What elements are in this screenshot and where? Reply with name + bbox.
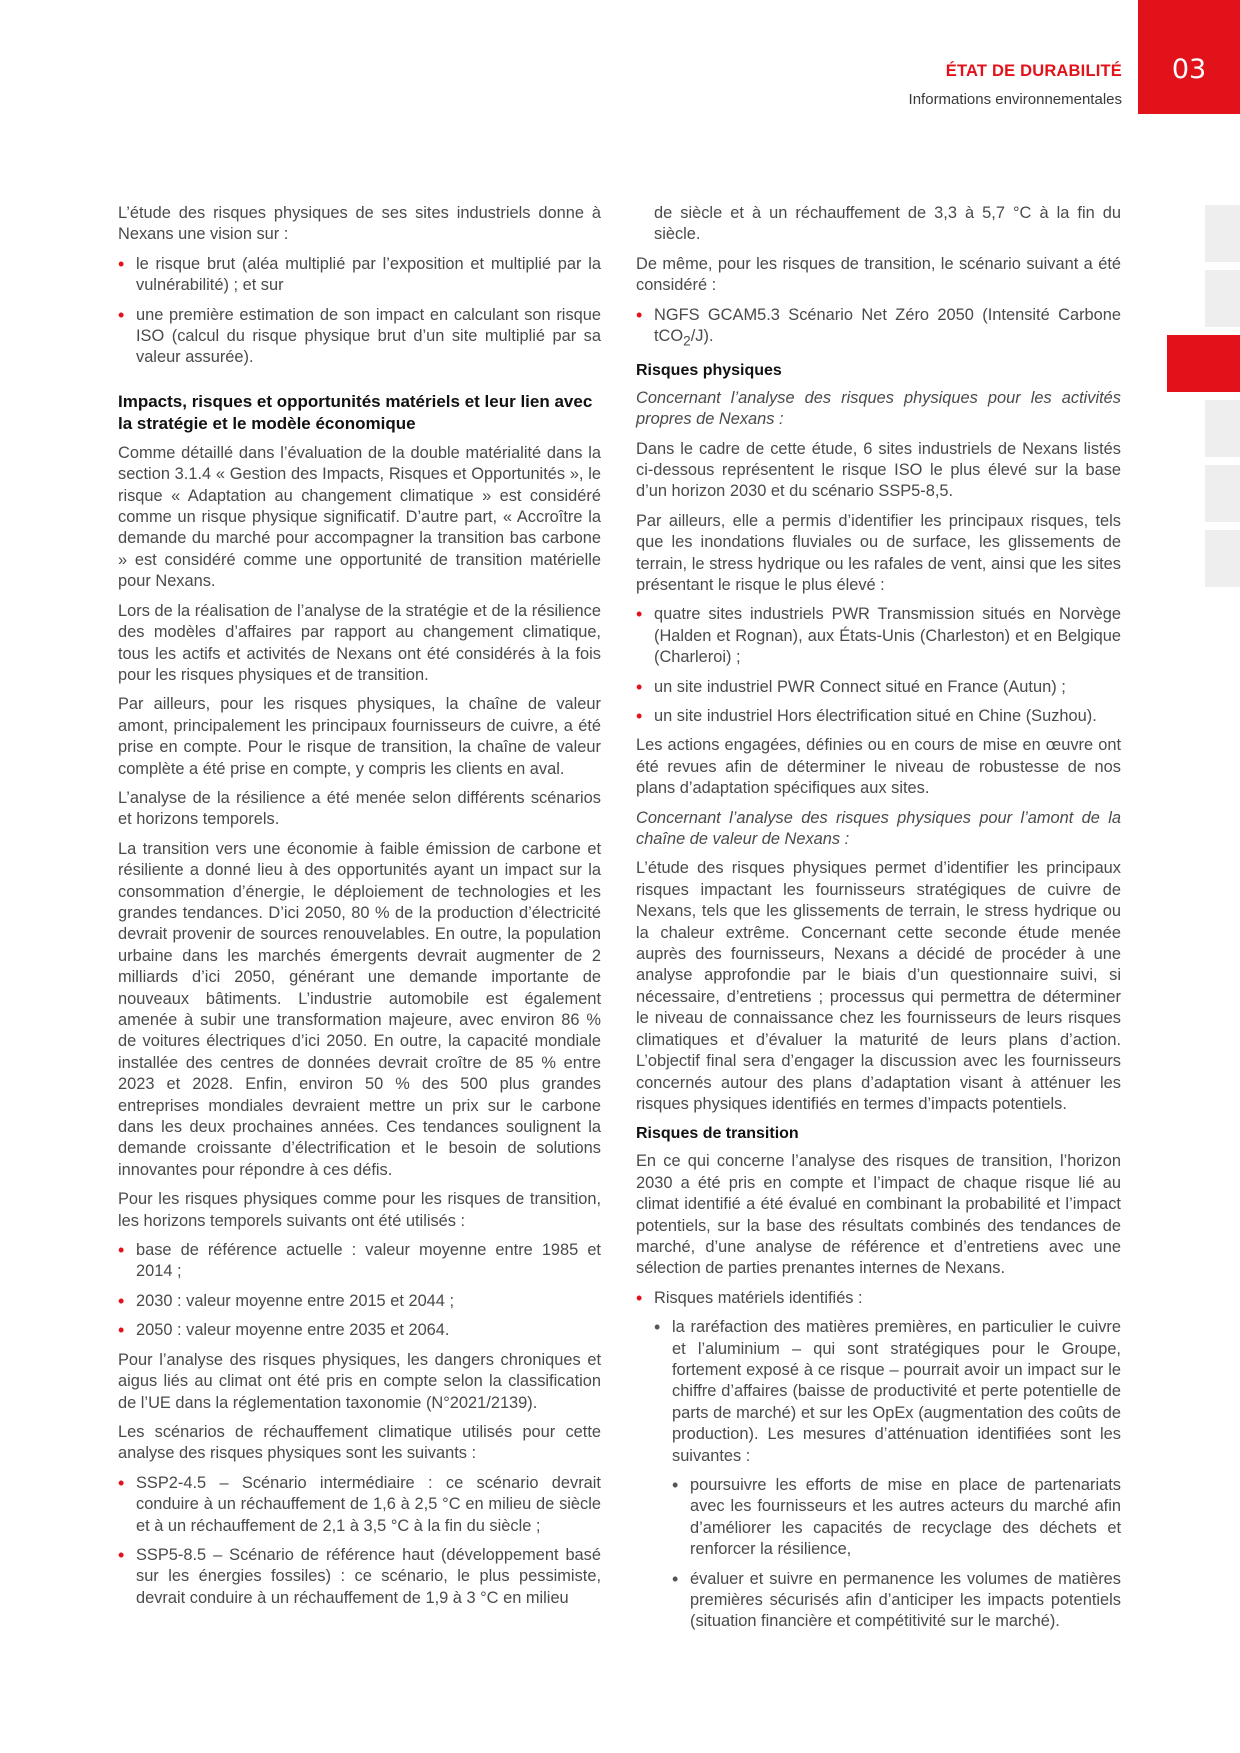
ngfs-text: NGFS GCAM5.3 Scénario Net Zéro 2050 (Intensité Carbone tCO: [654, 305, 1121, 346]
subheading-physical-risks: Risques physiques: [636, 361, 782, 379]
list-item: • un site industriel PWR Connect situé en France (Autun) ;: [636, 677, 1121, 698]
list-item: • un site industriel Hors électrification situé en Chine (Suzhou).: [636, 706, 1121, 727]
chapter-number: 03: [1171, 53, 1207, 85]
paragraph: Pour les risques physiques comme pour les risques de transition, les horizons temporels suivants ont été utilisés :: [118, 1190, 601, 1230]
paragraph: Dans le cadre de cette étude, 6 sites industriels de Nexans listés ci-dessous représentent le risque ISO le plus élevé sur la base d’un horizon 2030 et du scénario SSP5-8,5.: [636, 439, 1121, 501]
list-item: • SSP5-8.5 – Scénario de référence haut (développement basé sur les énergies fossiles) : ce scénario, le plus pessimiste, devrait conduire à un réchauffement de 1,9 à 3 °C en milieu: [118, 1545, 601, 1609]
list-item: • quatre sites industriels PWR Transmission situés en Norvège (Halden et Rognan), aux États-Unis (Charleston) et en Belgique (Charleroi) ;: [636, 604, 1121, 668]
right-column: [636, 203, 1121, 1641]
section-title: ÉTAT DE DURABILITÉ: [945, 62, 1122, 80]
chapter-number-tab: [1138, 0, 1240, 114]
side-tab[interactable]: [1205, 205, 1240, 262]
list-item: • 2050 : valeur moyenne entre 2035 et 2064.: [118, 1320, 601, 1341]
measures-list: [672, 1475, 1121, 1633]
paragraph: La transition vers une économie à faible émission de carbone et résiliente a donné lieu à des opportunités ayant un impact sur la consommation d’énergie, le déploiement de technologies et les grandes tendances. D’ici 2050, 80 % de la production d’électricité devrait provenir de sources renouvelables. En outre, la population urbaine dans les marchés émergents devrait augmenter de 2 milliards d’ici 2050, générant une demande importante de nouveaux bâtiments. L’industrie automobile est également amenée à subir une transformation majeure, avec environ 86 % de voitures électriques d’ici 2050. En outre, la capacité mondiale installée des centres de données devrait croître de 85 % entre 2023 et 2028. Enfin, environ 50 % des 500 plus grandes entreprises mondiales devraient mettre un prix sur le carbone dans les deux prochaines années. Ces tendances soulignent la demande croissante d’électrification et le besoin de solutions innovantes pour répondre à ces défis.: [118, 839, 601, 1179]
side-tab[interactable]: [1205, 465, 1240, 522]
scenarios-list: [118, 1473, 601, 1609]
sites-list: [636, 604, 1121, 727]
list-item: [654, 1317, 1121, 1633]
intro-paragraph: L’étude des risques physiques de ses sites industriels donne à Nexans une vision sur :: [118, 204, 601, 244]
list-item: [636, 1288, 1121, 1633]
side-tab-active[interactable]: [1167, 335, 1240, 392]
list-item: • le risque brut (aléa multiplié par l’exposition et multiplié par la vulnérabilité) ; et sur: [118, 254, 601, 297]
paragraph: Par ailleurs, elle a permis d’identifier les principaux risques, tels que les inondations fluviales ou de surface, les glissements de terrain, le stress hydrique ou les rafales de vent, ainsi que les sites présentant le risque le plus élevé :: [636, 511, 1121, 594]
paragraph: Par ailleurs, pour les risques physiques, la chaîne de valeur amont, principalement les principaux fournisseurs de cuivre, a été prise en compte. Pour le risque de transition, la chaîne de valeur complète a été prise en compte, y compris les clients en aval.: [118, 695, 601, 778]
risk-item-text: la raréfaction des matières premières, en particulier le cuivre et l’aluminium – qui sont stratégiques pour le Groupe, fortement exposé à ce risque – pourrait avoir un impact sur le chiffre d’affaires (baisse de productivité et perte potentielle de parts de marché) et sur les OpEx (augmentation des coûts de production). Les mesures d’atténuation identifiées sont les suivantes :: [672, 1318, 1121, 1465]
left-column: [118, 203, 601, 1617]
italic-intro: Concernant l’analyse des risques physiques pour l’amont de la chaîne de valeur de Nexans :: [636, 808, 1121, 849]
paragraph: Comme détaillé dans l’évaluation de la double matérialité dans la section 3.1.4 « Gestion des Impacts, Risques et Opportunités », le risque « Adaptation au changement climatique » est considéré comme un risque physique significatif. D’autre part, « Accroître la demande du marché pour accompagner la transition bas carbone » est considéré comme une opportunité de transition matérielle pour Nexans.: [118, 443, 601, 591]
time-horizons-list: [118, 1240, 601, 1342]
ngfs-text-end: /J).: [690, 327, 714, 346]
side-navigation-tabs: [1205, 205, 1240, 595]
intro-list: [118, 254, 601, 369]
paragraph: Pour l’analyse des risques physiques, les dangers chroniques et aigus liés au climat ont été pris en compte selon la classification de l’UE dans la réglementation taxonomie (N°2021/2139).: [118, 1350, 601, 1412]
side-tab[interactable]: [1205, 270, 1240, 327]
list-item: • base de référence actuelle : valeur moyenne entre 1985 et 2014 ;: [118, 1240, 601, 1283]
list-item: [636, 305, 1121, 352]
paragraph: de siècle et à un réchauffement de 3,3 à 5,7 °C à la fin du siècle.: [654, 204, 1121, 244]
paragraph: Les actions engagées, définies ou en cours de mise en œuvre ont été revues afin de déterminer le niveau de robustesse de nos plans d’adaptation spécifiques aux sites.: [636, 736, 1121, 798]
list-item: • poursuivre les efforts de mise en place de partenariats avec les fournisseurs et les autres acteurs du marché afin d’améliorer les capacités de recyclage des déchets et renforcer la résilience,: [672, 1475, 1121, 1561]
transition-scenario-list: [636, 305, 1121, 352]
ngfs-subscript: 2: [683, 333, 691, 349]
paragraph: L’étude des risques physiques permet d’identifier les principaux risques impactant les fournisseurs stratégiques de cuivre de Nexans, tels que les glissements de terrain, le stress hydrique ou la chaleur extrême. Concernant cette seconde étude menée auprès des fournisseurs, Nexans a décidé de procéder à une analyse approfondie par le biais d’un questionnaire suivi, si nécessaire, d’entretiens ; processus qui permettra de déterminer le niveau de connaissance chez les fournisseurs de leurs risques climatiques et d’évaluer la maturité de leurs plans d’action. L’objectif final sera d’engager la discussion avec les fournisseurs concernés autour des plans d’adaptation visant à atténuer les risques physiques identifiés en termes d’impacts potentiels.: [636, 859, 1121, 1113]
subheading-transition-risks: Risques de transition: [636, 1125, 799, 1143]
paragraph: Lors de la réalisation de l’analyse de la stratégie et de la résilience des modèles d’affaires par rapport au changement climatique, tous les actifs et activités de Nexans ont été considérés à la fois pour les risques physiques et de transition.: [118, 601, 601, 684]
side-tab[interactable]: [1205, 400, 1240, 457]
list-item: • une première estimation de son impact en calculant son risque ISO (calcul du risque physique brut d’un site multiplié par sa valeur assurée).: [118, 305, 601, 369]
list-item: • 2030 : valeur moyenne entre 2015 et 2044 ;: [118, 1291, 601, 1312]
section-heading: Impacts, risques et opportunités matériels et leur lien avec la stratégie et le modèle économique: [118, 391, 593, 433]
italic-intro: Concernant l’analyse des risques physiques pour les activités propres de Nexans :: [636, 388, 1121, 429]
paragraph: L’analyse de la résilience a été menée selon différents scénarios et horizons temporels.: [118, 788, 601, 829]
risk-label: Risques matériels identifiés :: [654, 1288, 863, 1307]
list-item: • SSP2-4.5 – Scénario intermédiaire : ce scénario devrait conduire à un réchauffement de 1,6 à 2,5 °C en milieu de siècle et à un réchauffement de 2,1 à 3,5 °C à la fin du siècle ;: [118, 1473, 601, 1537]
paragraph: En ce qui concerne l’analyse des risques de transition, l’horizon 2030 a été pris en compte et l’impact de chaque risque lié au climat identifié a été évalué en combinant la probabilité et l’impact potentiels, sur la base des résultats combinés des tendances de marché, d’une analyse de référence et d’entretiens avec une sélection de parties prenantes internes de Nexans.: [636, 1152, 1121, 1278]
paragraph: De même, pour les risques de transition, le scénario suivant a été considéré :: [636, 254, 1121, 295]
section-subtitle: Informations environnementales: [908, 91, 1122, 108]
paragraph: Les scénarios de réchauffement climatique utilisés pour cette analyse des risques physiques sont les suivants :: [118, 1422, 601, 1463]
list-item: • évaluer et suivre en permanence les volumes de matières premières sécurisés afin d’anticiper les impacts potentiels (situation financière et compétitivité sur le marché).: [672, 1569, 1121, 1633]
material-risks-list: [636, 1288, 1121, 1633]
risk-sublist: [654, 1317, 1121, 1633]
side-tab[interactable]: [1205, 530, 1240, 587]
